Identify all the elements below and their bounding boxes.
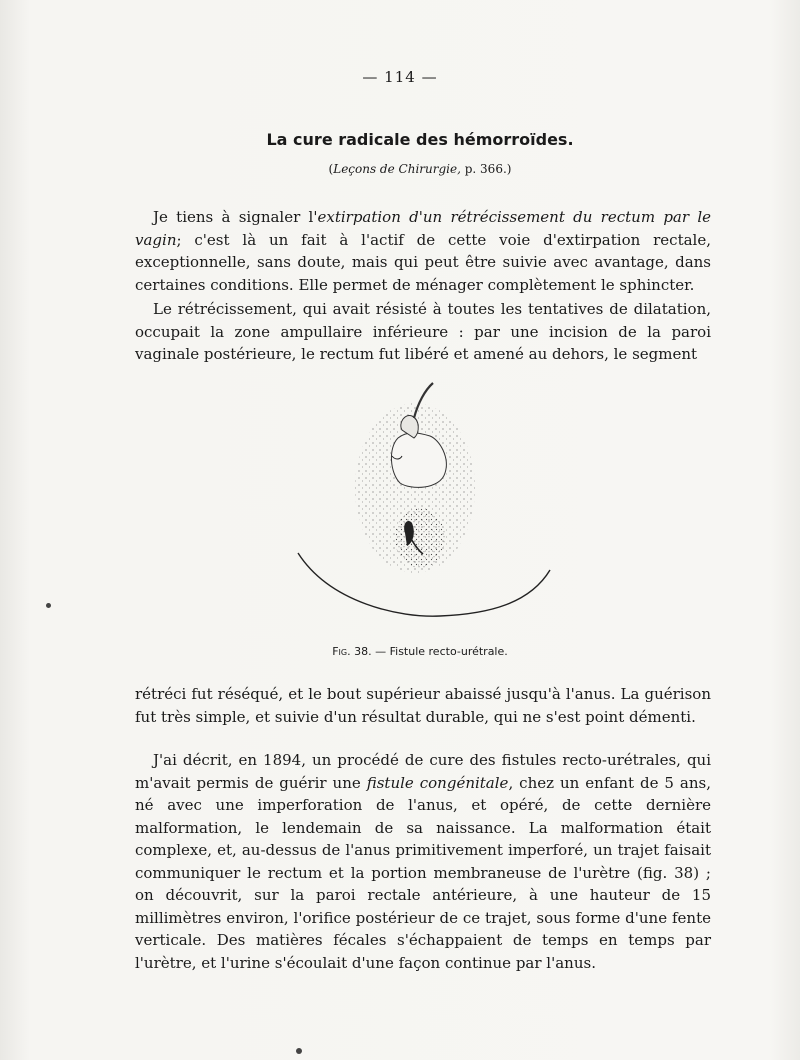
paragraph-4-emphasis: fistule congénitale: [366, 773, 509, 792]
anatomical-figure: [280, 378, 570, 628]
paragraph-1-intro: Je tiens à signaler l': [153, 208, 318, 226]
bottom-speck: [296, 1048, 302, 1054]
figure-separator: —: [371, 645, 390, 658]
paragraph-3: [135, 683, 711, 728]
paragraph-1: [135, 206, 711, 296]
figure-caption: [0, 645, 800, 658]
paragraph-1-rest: ; c'est là un fait à l'actif de cette voie d'extirpation rectale, exceptionnelle, sans doute, mais qui peut être suivie avec avantage, dans certaines conditions. Elle permet de ménager complètement le sphincter.: [135, 230, 711, 294]
figure-caption-text: Fistule recto-urétrale.: [389, 645, 508, 658]
source-open-paren: (: [328, 162, 334, 176]
paragraph-2-text: Le rétrécissement, qui avait résisté à toutes les tentatives de dilatation, occupait la zone ampullaire inférieure : par une incision de la paroi vaginale postérieure, le rectum fut libéré et amené au dehors, le segment: [135, 300, 711, 363]
paragraph-4-intro: J'ai décrit, en 1894, un procédé de cure des fistules recto-urétrales, qui m'avait permis de guérir une: [135, 751, 711, 792]
figure-label: Fig. 38.: [332, 645, 372, 658]
section-source: [0, 162, 800, 176]
paragraph-2: [135, 298, 711, 366]
page-number: — 114 —: [362, 68, 438, 86]
margin-speck: [46, 603, 51, 608]
paragraph-3-text: rétréci fut réséqué, et le bout supérieur abaissé jusqu'à l'anus. La guérison fut très simple, et suivie d'un résultat durable, qui ne s'est point démenti.: [135, 685, 711, 726]
paragraph-1-emphasis: extirpation d'un rétrécissement du rectum par le vagin: [135, 208, 711, 249]
source-title: Leçons de Chirurgie,: [333, 162, 461, 176]
paragraph-4: [135, 749, 711, 974]
paragraph-4-rest: , chez un enfant de 5 ans, né avec une imperforation de l'anus, et opéré, de cette dernière malformation, le lendemain de sa naissance. La malformation était complexe, et, au-dessus de l'anus primitivement imperforé, un trajet faisait communiquer le rectum et la portion membraneuse de l'urètre (fig. 38) ; on découvrit, sur la paroi rectale antérieure, à une hauteur de 15 millimètres environ, l'orifice postérieur de ce trajet, sous forme d'une fente verticale. Des matières fécales s'échappaient de temps en temps par l'urètre, et l'urine s'écoulait d'une façon continue par l'anus.: [135, 773, 712, 972]
source-page-ref: p. 366.): [460, 162, 512, 176]
section-title: La cure radicale des hémorroïdes.: [266, 130, 574, 149]
